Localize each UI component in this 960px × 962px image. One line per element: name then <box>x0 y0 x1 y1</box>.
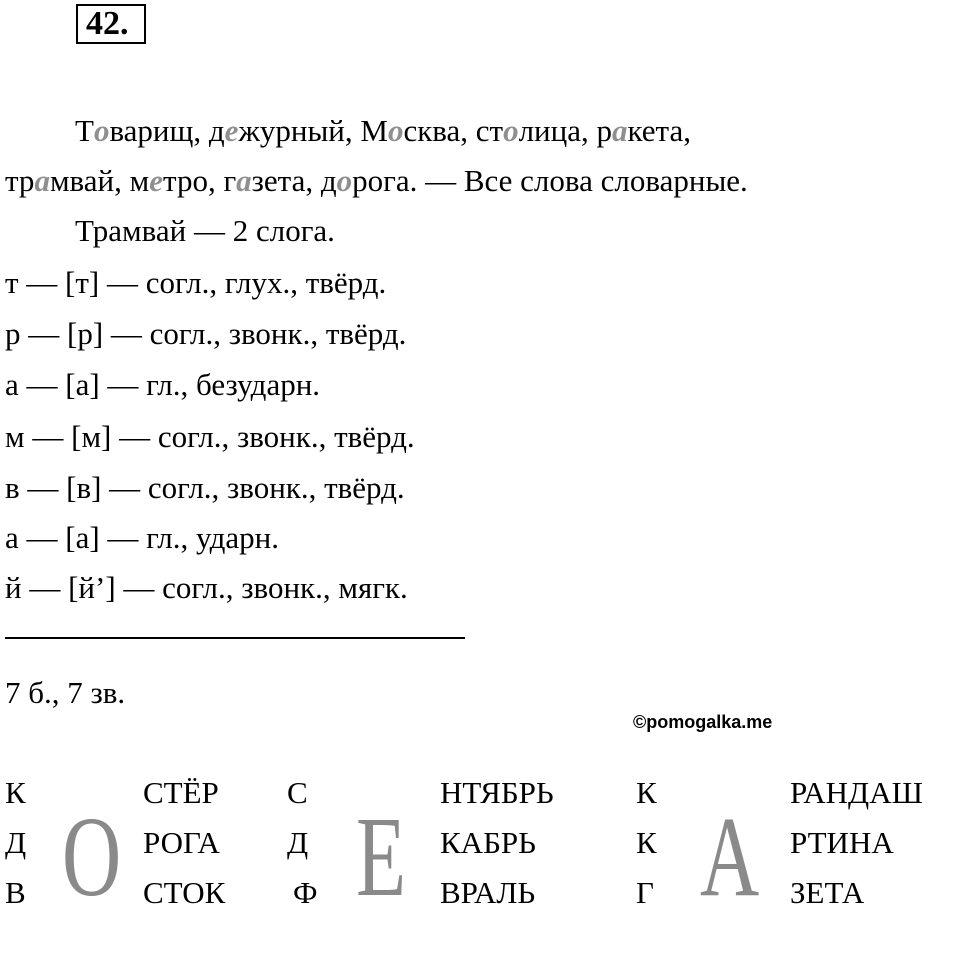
word-suffix: РАНДАШ <box>790 775 923 810</box>
highlighted-vowel: о <box>503 113 519 148</box>
phonetic-line-2: р — [р] — согл., звонк., твёрд. <box>5 316 407 351</box>
highlighted-vowel: е <box>149 163 164 198</box>
highlighted-vowel: о <box>387 113 404 148</box>
word-suffix: КАБРЬ <box>440 825 536 860</box>
phonetic-line-4: м — [м] — согл., звонк., твёрд. <box>5 419 415 454</box>
word-prefix: Д <box>287 825 309 860</box>
text-fragment: Т <box>75 113 94 148</box>
word-suffix: ЗЕТА <box>790 875 865 910</box>
text-fragment: журный, М <box>238 113 388 148</box>
phonetic-line-3: а — [а] — гл., безударн. <box>5 367 321 402</box>
phonetic-line-6: а — [а] — гл., ударн. <box>5 520 279 555</box>
text-fragment: варищ, д <box>109 113 225 148</box>
text-fragment: тро, г <box>163 163 237 198</box>
word-prefix: К <box>636 775 657 810</box>
text-fragment: лица, р <box>518 113 612 148</box>
word-prefix: С <box>287 775 308 810</box>
word-suffix: СТЁР <box>143 775 219 810</box>
highlighted-vowel: а <box>236 163 252 198</box>
highlighted-vowel: о <box>336 163 353 198</box>
word-prefix: Г <box>636 875 654 910</box>
dictionary-words-line-1 <box>75 113 691 149</box>
text-fragment: рога. — Все слова словарные. <box>352 163 748 198</box>
highlighted-vowel: а <box>611 113 628 148</box>
site-credit: ©pomogalka.me <box>633 712 773 732</box>
word-suffix: ВРАЛЬ <box>440 875 536 910</box>
missing-letter-e: Е <box>356 792 407 920</box>
phonetic-line-5: в — [в] — согл., звонк., твёрд. <box>5 470 405 505</box>
word-prefix: Ф <box>293 875 318 910</box>
text-fragment: кета, <box>627 113 691 148</box>
highlighted-vowel: а <box>34 163 50 198</box>
letters-sounds-summary: 7 б., 7 зв. <box>5 675 126 710</box>
word-suffix: НТЯБРЬ <box>440 775 554 810</box>
highlighted-vowel: о <box>93 113 110 148</box>
missing-letter-a: А <box>700 792 760 920</box>
horizontal-rule <box>5 637 465 639</box>
word-prefix: К <box>636 825 657 860</box>
highlighted-vowel: е <box>224 113 239 148</box>
dictionary-words-line-2 <box>5 163 748 199</box>
exercise-number: 42. <box>76 4 146 44</box>
text-fragment: тр <box>5 163 35 198</box>
phonetic-line-7: й — [й’] — согл., звонк., мягк. <box>5 570 408 605</box>
text-fragment: зета, д <box>251 163 337 198</box>
syllable-count: Трамвай — 2 слога. <box>75 213 335 248</box>
phonetic-line-1: т — [т] — согл., глух., твёрд. <box>5 265 387 300</box>
text-fragment: сква, ст <box>403 113 504 148</box>
word-prefix: Д <box>5 825 27 860</box>
word-suffix: РТИНА <box>790 825 894 860</box>
text-fragment: мвай, м <box>49 163 150 198</box>
missing-letter-o: О <box>62 792 122 920</box>
word-suffix: СТОК <box>143 875 226 910</box>
word-suffix: РОГА <box>143 825 220 860</box>
word-prefix: К <box>5 775 26 810</box>
word-prefix: В <box>5 875 26 910</box>
